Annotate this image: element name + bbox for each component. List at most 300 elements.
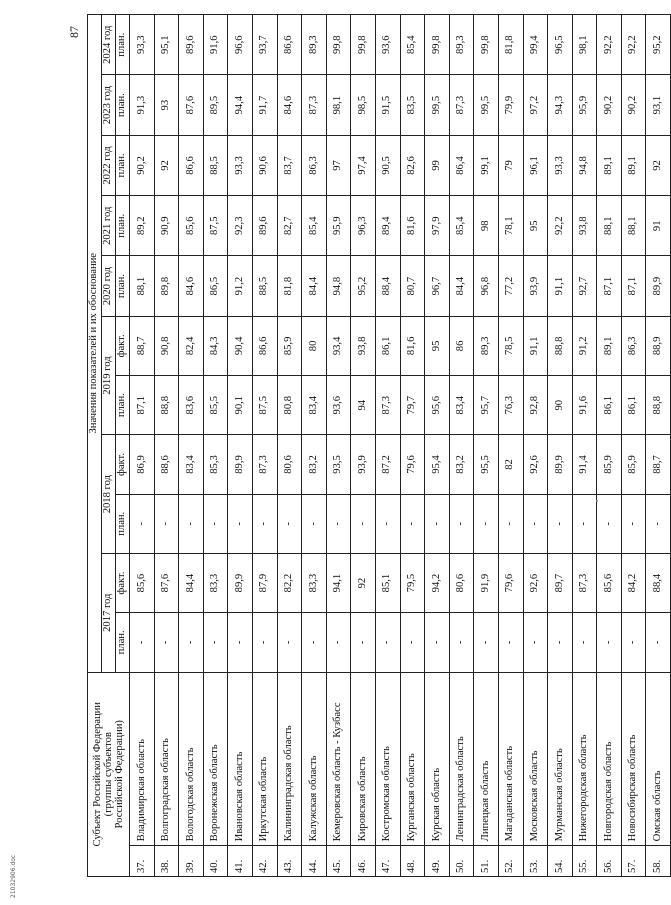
value-cell: 82,7 — [277, 196, 302, 256]
plan-subheader: план. — [116, 376, 130, 435]
value-cell: 94 — [351, 376, 376, 435]
value-cell: 94,8 — [326, 256, 351, 316]
region-name: Мурманская область — [548, 672, 573, 846]
value-cell: 89,8 — [154, 256, 179, 316]
table-row — [154, 15, 179, 877]
value-cell: 86,3 — [302, 135, 327, 195]
row-number: 46. — [351, 846, 376, 877]
value-cell: 84,6 — [179, 256, 204, 316]
value-cell: 87,3 — [302, 75, 327, 135]
value-cell: 84,4 — [302, 256, 327, 316]
value-cell: 87,9 — [252, 553, 277, 612]
value-cell: 83,4 — [179, 435, 204, 494]
row-number: 56. — [597, 846, 622, 877]
region-name: Магаданская область — [498, 672, 523, 846]
table-row — [425, 15, 450, 877]
value-cell: 88,5 — [203, 135, 228, 195]
value-cell: 77,2 — [498, 256, 523, 316]
value-cell: 83,7 — [277, 135, 302, 195]
value-cell: 89,9 — [646, 256, 671, 316]
value-cell: - — [449, 494, 474, 553]
plan-subheader: план. — [116, 75, 130, 135]
table-row — [130, 15, 155, 877]
year-header: 2023 год — [102, 75, 116, 135]
value-cell: 95,4 — [425, 435, 450, 494]
value-cell: 85,1 — [375, 553, 400, 612]
value-cell: - — [621, 494, 646, 553]
year-header: 2020 год — [102, 256, 116, 316]
value-cell: 89,3 — [302, 15, 327, 75]
value-cell: 93,9 — [523, 256, 548, 316]
value-cell: 93,7 — [252, 15, 277, 75]
value-cell: 99,1 — [474, 135, 499, 195]
value-cell: 96,3 — [351, 196, 376, 256]
value-cell: 85,9 — [621, 435, 646, 494]
table-row — [302, 15, 327, 877]
value-cell: 96,5 — [548, 15, 573, 75]
value-cell: 91,7 — [252, 75, 277, 135]
value-cell: 90,8 — [154, 316, 179, 375]
table-row — [375, 15, 400, 877]
table-row — [548, 15, 573, 877]
region-name: Ивановская область — [228, 672, 253, 846]
value-cell: 90,2 — [597, 75, 622, 135]
table-row — [621, 15, 646, 877]
value-cell: 80,7 — [400, 256, 425, 316]
value-cell: - — [326, 613, 351, 672]
year-header: 2021 год — [102, 196, 116, 256]
value-cell: 86,4 — [449, 135, 474, 195]
value-cell: 87,6 — [179, 75, 204, 135]
value-cell: 89,1 — [597, 316, 622, 375]
value-cell: 83,6 — [179, 376, 204, 435]
region-name: Омская область — [646, 672, 671, 846]
value-cell: - — [154, 494, 179, 553]
row-number: 54. — [548, 846, 573, 877]
value-cell: 83,3 — [203, 553, 228, 612]
value-cell: 93,5 — [326, 435, 351, 494]
value-cell: 91,2 — [228, 256, 253, 316]
year-header: 2017 год — [102, 553, 116, 672]
value-cell: 98,5 — [351, 75, 376, 135]
value-cell: 88,8 — [548, 316, 573, 375]
value-cell: 86,5 — [203, 256, 228, 316]
value-cell: 89,6 — [179, 15, 204, 75]
value-cell: 88,8 — [154, 376, 179, 435]
value-cell: 92 — [646, 135, 671, 195]
value-cell: - — [130, 613, 155, 672]
row-number: 53. — [523, 846, 548, 877]
value-cell: 88,1 — [130, 256, 155, 316]
value-cell: 89,6 — [252, 196, 277, 256]
value-cell: 79,7 — [400, 376, 425, 435]
table-row — [449, 15, 474, 877]
value-cell: 91,1 — [548, 256, 573, 316]
value-cell: - — [326, 494, 351, 553]
value-cell: 82,4 — [179, 316, 204, 375]
value-cell: 99,8 — [351, 15, 376, 75]
value-cell: 95 — [425, 316, 450, 375]
value-cell: 95,7 — [474, 376, 499, 435]
value-cell: 90,6 — [252, 135, 277, 195]
value-cell: 92 — [154, 135, 179, 195]
value-cell: 84,4 — [449, 256, 474, 316]
value-cell: 84,3 — [203, 316, 228, 375]
region-name: Владимирская область — [130, 672, 155, 846]
value-cell: 83,5 — [400, 75, 425, 135]
value-cell: 79,9 — [498, 75, 523, 135]
value-cell: 79,5 — [400, 553, 425, 612]
row-number: 52. — [498, 846, 523, 877]
row-number: 40. — [203, 846, 228, 877]
value-cell: 88,1 — [621, 196, 646, 256]
table-row — [351, 15, 376, 877]
value-cell: 85,5 — [203, 376, 228, 435]
value-cell: - — [400, 494, 425, 553]
year-header: 2022 год — [102, 135, 116, 195]
value-cell: 83,4 — [302, 376, 327, 435]
value-cell: 83,2 — [302, 435, 327, 494]
region-name: Калужская область — [302, 672, 327, 846]
plan-subheader: план. — [116, 494, 130, 553]
value-cell: 88,6 — [154, 435, 179, 494]
value-cell: 89,4 — [375, 196, 400, 256]
value-cell: - — [203, 613, 228, 672]
value-cell: - — [425, 494, 450, 553]
value-cell: 90,2 — [130, 135, 155, 195]
value-cell: 80,6 — [277, 435, 302, 494]
value-cell: 99,8 — [425, 15, 450, 75]
value-cell: 90,5 — [375, 135, 400, 195]
value-cell: 99,5 — [474, 75, 499, 135]
row-number: 51. — [474, 846, 499, 877]
row-number: 47. — [375, 846, 400, 877]
subject-header-line: Российской Федерации) — [114, 720, 126, 829]
region-name: Курская область — [425, 672, 450, 846]
region-name: Костромская область — [375, 672, 400, 846]
value-cell: 87,3 — [375, 376, 400, 435]
value-cell: 88,4 — [375, 256, 400, 316]
value-cell: 88,1 — [597, 196, 622, 256]
value-cell: 93 — [154, 75, 179, 135]
value-cell: 89,1 — [597, 135, 622, 195]
table-row — [572, 15, 597, 877]
value-cell: - — [302, 613, 327, 672]
value-cell: 82 — [498, 435, 523, 494]
value-cell: - — [252, 613, 277, 672]
year-header: 2019 год — [102, 316, 116, 435]
value-cell: - — [597, 613, 622, 672]
value-cell: 87,5 — [252, 376, 277, 435]
value-cell: 97,9 — [425, 196, 450, 256]
value-cell: - — [228, 613, 253, 672]
value-cell: 92,8 — [523, 376, 548, 435]
value-cell: 90,4 — [228, 316, 253, 375]
region-name: Новгородская область — [597, 672, 622, 846]
value-cell: 81,6 — [400, 316, 425, 375]
value-cell: - — [252, 494, 277, 553]
plan-subheader: план. — [116, 613, 130, 672]
value-cell: 93,3 — [548, 135, 573, 195]
value-cell: 93,6 — [375, 15, 400, 75]
region-name: Московская область — [523, 672, 548, 846]
value-cell: 87,3 — [449, 75, 474, 135]
row-number: 58. — [646, 846, 671, 877]
value-cell: 92,7 — [572, 256, 597, 316]
value-cell: - — [646, 494, 671, 553]
table-row — [203, 15, 228, 877]
value-cell: 85,4 — [400, 15, 425, 75]
value-cell: - — [228, 494, 253, 553]
value-cell: 86,1 — [621, 376, 646, 435]
value-cell: - — [449, 613, 474, 672]
value-cell: 87,2 — [375, 435, 400, 494]
row-number: 41. — [228, 846, 253, 877]
value-cell: - — [130, 494, 155, 553]
value-cell: 92,3 — [228, 196, 253, 256]
value-cell: 85,3 — [203, 435, 228, 494]
value-cell: - — [375, 494, 400, 553]
row-number: 44. — [302, 846, 327, 877]
table-row — [326, 15, 351, 877]
value-cell: 91,6 — [203, 15, 228, 75]
value-cell: 86,6 — [252, 316, 277, 375]
subject-header-line: Субъект Российской Федерации — [91, 702, 103, 847]
value-cell: 91,6 — [572, 376, 597, 435]
row-number: 49. — [425, 846, 450, 877]
value-cell: 88,7 — [130, 316, 155, 375]
value-cell: 99,8 — [326, 15, 351, 75]
value-cell: 79,6 — [498, 553, 523, 612]
value-cell: - — [154, 613, 179, 672]
value-cell: 92,2 — [597, 15, 622, 75]
value-cell: 86,6 — [277, 15, 302, 75]
value-cell: 97,2 — [523, 75, 548, 135]
value-cell: - — [498, 613, 523, 672]
value-cell: 81,8 — [498, 15, 523, 75]
value-cell: 94,2 — [425, 553, 450, 612]
region-name: Волгоградская область — [154, 672, 179, 846]
value-cell: - — [179, 494, 204, 553]
value-cell: 84,6 — [277, 75, 302, 135]
row-number: 43. — [277, 846, 302, 877]
value-cell: 92,2 — [548, 196, 573, 256]
table-row — [646, 15, 671, 877]
value-cell: 93,3 — [130, 15, 155, 75]
table-row — [474, 15, 499, 877]
value-cell: 99,8 — [474, 15, 499, 75]
values-group-header: Значения показателей и их обоснование — [88, 15, 102, 673]
value-cell: 95,9 — [326, 196, 351, 256]
value-cell: 93,1 — [646, 75, 671, 135]
region-name: Вологодская область — [179, 672, 204, 846]
value-cell: 88,9 — [646, 316, 671, 375]
value-cell: 90,1 — [228, 376, 253, 435]
value-cell: 96,7 — [425, 256, 450, 316]
subject-column-header — [88, 672, 130, 876]
value-cell: - — [203, 494, 228, 553]
value-cell: - — [474, 494, 499, 553]
table-header — [88, 15, 130, 877]
value-cell: 91,5 — [375, 75, 400, 135]
value-cell: 88,4 — [646, 553, 671, 612]
value-cell: 92,2 — [621, 15, 646, 75]
page-number: 87 — [67, 26, 81, 38]
value-cell: 88,7 — [646, 435, 671, 494]
region-name: Новосибирская область — [621, 672, 646, 846]
value-cell: 90 — [548, 376, 573, 435]
value-cell: 95,2 — [351, 256, 376, 316]
value-cell: - — [277, 613, 302, 672]
value-cell: - — [572, 494, 597, 553]
value-cell: - — [302, 494, 327, 553]
value-cell: 78,1 — [498, 196, 523, 256]
value-cell: 97 — [326, 135, 351, 195]
table-row — [277, 15, 302, 877]
value-cell: - — [548, 494, 573, 553]
table-row — [179, 15, 204, 877]
value-cell: 85,6 — [597, 553, 622, 612]
value-cell: 85,4 — [302, 196, 327, 256]
value-cell: 94,4 — [228, 75, 253, 135]
value-cell: - — [375, 613, 400, 672]
row-number: 50. — [449, 846, 474, 877]
value-cell: 88,5 — [252, 256, 277, 316]
value-cell: 99 — [425, 135, 450, 195]
table-body — [130, 15, 671, 877]
value-cell: 85,9 — [277, 316, 302, 375]
value-cell: 92 — [351, 553, 376, 612]
value-cell: - — [646, 613, 671, 672]
value-cell: 84,4 — [179, 553, 204, 612]
row-number: 37. — [130, 846, 155, 877]
value-cell: 95,5 — [474, 435, 499, 494]
value-cell: 86,1 — [597, 376, 622, 435]
value-cell: 90,9 — [154, 196, 179, 256]
indicator-table — [87, 14, 671, 877]
value-cell: 79,6 — [400, 435, 425, 494]
value-cell: 78,5 — [498, 316, 523, 375]
value-cell: - — [400, 613, 425, 672]
value-cell: 93,8 — [351, 316, 376, 375]
value-cell: 91,2 — [572, 316, 597, 375]
value-cell: 99,4 — [523, 15, 548, 75]
value-cell: 85,6 — [179, 196, 204, 256]
value-cell: - — [179, 613, 204, 672]
value-cell: 88,8 — [646, 376, 671, 435]
region-name: Кемеровская область - Кузбасс — [326, 672, 351, 846]
table-row — [228, 15, 253, 877]
value-cell: 85,6 — [130, 553, 155, 612]
table-row — [523, 15, 548, 877]
value-cell: 86,1 — [375, 316, 400, 375]
value-cell: - — [621, 613, 646, 672]
scan-speck — [596, 500, 598, 502]
value-cell: 93,9 — [351, 435, 376, 494]
value-cell: 95 — [523, 196, 548, 256]
row-number: 42. — [252, 846, 277, 877]
value-cell: 97,4 — [351, 135, 376, 195]
value-cell: 85,4 — [449, 196, 474, 256]
value-cell: 79 — [498, 135, 523, 195]
year-header: 2018 год — [102, 435, 116, 554]
value-cell: - — [277, 494, 302, 553]
value-cell: 91,1 — [523, 316, 548, 375]
value-cell: 87,3 — [252, 435, 277, 494]
value-cell: - — [351, 494, 376, 553]
value-cell: 87,6 — [154, 553, 179, 612]
table-row — [400, 15, 425, 877]
region-name: Нижегородская область — [572, 672, 597, 846]
value-cell: 80,8 — [277, 376, 302, 435]
value-cell: 96,8 — [474, 256, 499, 316]
value-cell: 87,1 — [130, 376, 155, 435]
value-cell: - — [572, 613, 597, 672]
value-cell: 95,6 — [425, 376, 450, 435]
region-name: Калининградская область — [277, 672, 302, 846]
value-cell: 80 — [302, 316, 327, 375]
value-cell: 93,8 — [572, 196, 597, 256]
value-cell: - — [523, 613, 548, 672]
value-cell: 86 — [449, 316, 474, 375]
subject-header-line: (группы субъектов — [102, 732, 114, 817]
table-row — [252, 15, 277, 877]
row-number: 39. — [179, 846, 204, 877]
value-cell: 91 — [646, 196, 671, 256]
value-cell: 89,9 — [228, 435, 253, 494]
value-cell: 94,3 — [548, 75, 573, 135]
value-cell: 87,3 — [572, 553, 597, 612]
rotated-page — [65, 12, 663, 877]
row-number: 48. — [400, 846, 425, 877]
value-cell: 96,6 — [228, 15, 253, 75]
value-cell: 83,3 — [302, 553, 327, 612]
value-cell: 95,9 — [572, 75, 597, 135]
value-cell: - — [523, 494, 548, 553]
table-row — [498, 15, 523, 877]
region-name: Липецкая область — [474, 672, 499, 846]
value-cell: 83,2 — [449, 435, 474, 494]
value-cell: 89,2 — [130, 196, 155, 256]
value-cell: 93,6 — [326, 376, 351, 435]
value-cell: 76,3 — [498, 376, 523, 435]
value-cell: 86,6 — [179, 135, 204, 195]
fact-subheader: факт. — [116, 435, 130, 494]
value-cell: 89,9 — [548, 435, 573, 494]
value-cell: 80,6 — [449, 553, 474, 612]
value-cell: 82,2 — [277, 553, 302, 612]
row-number: 57. — [621, 846, 646, 877]
value-cell: - — [351, 613, 376, 672]
value-cell: 99,5 — [425, 75, 450, 135]
value-cell: 81,8 — [277, 256, 302, 316]
value-cell: 86,9 — [130, 435, 155, 494]
value-cell: 96,1 — [523, 135, 548, 195]
value-cell: 87,1 — [621, 256, 646, 316]
value-cell: 91,3 — [130, 75, 155, 135]
region-name: Кировская область — [351, 672, 376, 846]
region-name: Воронежская область — [203, 672, 228, 846]
value-cell: - — [548, 613, 573, 672]
value-cell: 89,7 — [548, 553, 573, 612]
fact-subheader: факт. — [116, 316, 130, 375]
fact-subheader: факт. — [116, 553, 130, 612]
row-number: 38. — [154, 846, 179, 877]
value-cell: - — [474, 613, 499, 672]
value-cell: 81,6 — [400, 196, 425, 256]
value-cell: 98,1 — [572, 15, 597, 75]
value-cell: 94,1 — [326, 553, 351, 612]
